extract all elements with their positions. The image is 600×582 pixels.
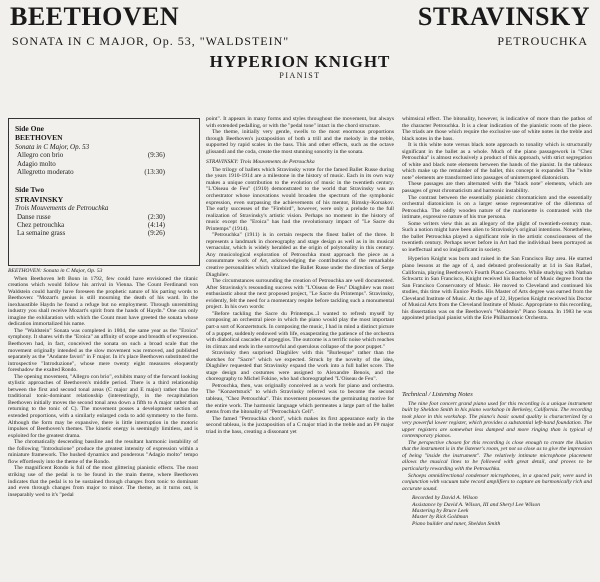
track-row bbox=[15, 213, 165, 221]
side-one-work: Sonata in C Major, Op. 53 bbox=[15, 142, 90, 151]
track-row bbox=[15, 221, 165, 229]
paragraph: "Petrouchka" (1911) is in certain respects the finest ballet of the three. It represents a landmark in choreography and stage design as well as in its musical vernacular, which is widely heralded as the origin of polytonality in this century. Any musicological exploration of Petrouchka must approach the piece as a consummate work of Art, acknowledging the contributions of the remarkable creative personalities which vitalized the Ballet Russe under the direction of Serge Diaghilev. bbox=[206, 232, 394, 278]
track-time: (9:26) bbox=[147, 229, 165, 238]
left-work-title: SONATA IN C MAJOR, Op. 53, "WALDSTEIN" bbox=[12, 34, 290, 48]
track-title: Adagio molto bbox=[17, 159, 56, 168]
paragraph: The famed "Petrouchka chord", which makes its first appearance early in the second tableau, is the juxtaposition of a C major triad in the treble and an F# major triad in the bass, creating a dissonant yet bbox=[206, 415, 394, 435]
paragraph: point". It appears in many forms and styles throughout the movement, but always with extended pedalling, or with the "pedal tone" intact in the chord structure. bbox=[206, 116, 394, 129]
track-time: (13:30) bbox=[144, 168, 165, 177]
paragraph: The nine foot concert grand piano used for this recording is a unique instrument built by Sheldon Smith in his piano workshop in Berkeley, California. The recording took place in this workshop. The piano's basic sound quality is characterized by a very powerful lower register, which provides a substantial left-hand foundation. The upper registers are somewhat less damped and more ringing than is typical of contemporary pianos. bbox=[402, 400, 592, 440]
track-title: La semaine grass bbox=[17, 229, 66, 238]
paragraph: The "Waldstein" Sonata was completed in 1804, the same year as the "Eroica" symphony. It shares with the "Eroica" an affinity of scope and breadth of expression. Beethoven had, in fact, conceived the sonata on such a broad scale that the movement originally intended as the slow movement was removed, and published separately as the "Andante favori" in F major. In it's place Beethoven substituted the introspective "Introduzione", whose mere twenty eight measures eloquently foreshadow the exalted Rondo. bbox=[8, 327, 198, 374]
notes-column-2 bbox=[206, 116, 394, 578]
credit-line: Master by Rick Goldman bbox=[412, 514, 469, 521]
notes-column-3 bbox=[402, 116, 592, 388]
track-row bbox=[15, 151, 165, 159]
beethoven-heading: BEETHOVEN: Sonata in C Major, Op. 53 bbox=[8, 268, 103, 274]
performer-role: PIANIST bbox=[279, 71, 321, 80]
paragraph: The perspective chosen for this recording is close enough to create the illusion that the instrument is in the listener's room, yet not so close as to give the impression of being "inside the instrument". The relatively intimate microphone placement allows the musical lines to be followed with great detail, and proves to be particularly rewarding with the Petrouchka. bbox=[402, 439, 592, 473]
credit-line: Assistance by David A. Wilson, III and Sheryl Lee Wilson bbox=[412, 501, 541, 508]
technical-notes-title: Technical / Listening Notes bbox=[402, 391, 473, 398]
track-row bbox=[15, 229, 165, 237]
credit-line: Piano builder and tuner, Sheldon Smith bbox=[412, 520, 501, 527]
notes-column-1 bbox=[8, 268, 198, 578]
paragraph: Stravinsky then surprised Diaghilev with this "Burlesque" rather than the sketches for "Sacre" which we expected. Struck by the novelty of the idea, Diaghilev requested that Stravinsky expand the work into a full ballet score. The stage design and costumes were assigned to Alexandre Benois, and the choreography to Michel Fokine, who had choreographed "L'Oiseau de Feu". bbox=[206, 350, 394, 383]
paragraph: The chromatically descending bassline and the resultant harmonic instability of the following "Introduzione" produce the greatest intensity of expression within a miniature framework. The hushed dynamics and ponderous "Adagio molto" tempo flow effortlessly into the theme of the Rondo. bbox=[8, 439, 198, 465]
left-composer-title: BEETHOVEN bbox=[10, 2, 180, 31]
side-one-composer: BEETHOVEN bbox=[15, 133, 63, 143]
paragraph: Schoeps omnidirectional condenser microphones, in a spaced pair, were used in conjunction with vacuum tube record amplifiers to capture an harmonically rich and accurate sound. bbox=[402, 472, 592, 492]
technical-notes bbox=[402, 390, 592, 578]
paragraph: The contrast between the essentially pianistic chromaticism and the essentially orchestral diatonicism is on a larger sense representative of the dilemma of Petrouchka. The oddly wooden nature of the marionette is contrasted with the intimate, expressive nature of his true persona. bbox=[402, 194, 592, 221]
recording-credits bbox=[402, 495, 592, 527]
paragraph: The trilogy of ballets which Stravinsky wrote for the famed Ballet Russe during the years 1910-1914 are a milestone in the history of music. Each in its own way makes a unique contribution to the evolution of music in the twentieth century. "L'Oiseau de Feu" (1910) demonstrated to the world that Stravinsky was an orchestrator whose innovations would broaden the spectrum of the symphonic expression, even surpassing the achievements of his mentor, Rimsky-Korsakov. The early successes of the "Firebird", however, were only a prelude to the full realization of Stravinsky's artistic vision. Perhaps no moment in the history of music except the "Eroica" has had the revolutionary impact of "Le Sacre du Printemps" (1914). bbox=[206, 166, 394, 232]
track-title: Allegretto moderato bbox=[17, 168, 74, 177]
credit-line: Recorded by David A. Wilson bbox=[412, 495, 478, 502]
paragraph: Petrouchka, then, was originally conceived as a work for piano and orchestra. The "Konzertstuck" to which Stravinsky referred was to become the second tableau, "Chez Petrouchka". This movement possesses the germinating motive for the entire work. The harmonic language which permeates a large part of the ballet stems from the bitonality of "Petrouchka's Cell". bbox=[206, 382, 394, 416]
paragraph: When Beethoven left Bonn in 1792, few could have envisioned the titanic creations which would follow his arrival in Vienna. The Count Ferdinand von Waldstein could hardly have foreseen the prophetic nature of his parting words to Beethoven: "Mozart's genius is still mourning the death of his ward. In the inexhaustible Haydn he found a refuge but no employment. Through unremitting industry you shall receive Mozart's spirit from the hands of Haydn." One can only imagine the exhilaration with which the Count must have greeted the sonata whose dedication immortalized his name. bbox=[8, 275, 198, 328]
track-list-box bbox=[8, 118, 200, 266]
track-row bbox=[15, 168, 165, 176]
paragraph: Some writers view this as an allegory of the plight of twentieth-century man. Such a notion might have been alien to Stravinsky's original intentions. Nonetheless, the ballet Petrouchka played a significant role in the artistic consciousness of the twentieth century. Perhaps never before in Art had the individual been portrayed as so ineffectual and so insignificant in society. bbox=[402, 220, 592, 253]
side-two-label: Side Two bbox=[15, 185, 45, 195]
track-row bbox=[15, 160, 165, 168]
paragraph: "Before tackling the Sacre du Printemps...I wanted to refresh myself by composing an orchestral piece in which the piano would play the most important part-a sort of Konzertstuck. In composing the music, I had in mind a distinct picture of a puppet, suddenly endowed with life, exasperating the patience of the orchestra with diabolical cascades of arpeggios. The outcome is a terrific noise which reaches its climax and ends in the sorrowful and querulous collapse of the poor puppet." bbox=[206, 310, 394, 350]
track-title: Danse russe bbox=[17, 212, 51, 221]
side-two-composer: STRAVINSKY bbox=[15, 194, 64, 204]
paragraph: whimsical effect. The bitonality, however, is indicative of more than the pathos of the character Petrouchka. It is a clear indication of the pianistic roots of the piece. The triads are those which require the exclusive use of white notes in the treble and black notes in the bass. bbox=[402, 116, 592, 142]
track-time: (9:36) bbox=[147, 151, 165, 160]
paragraph: The opening movement, "Allegro con brio", exhibits many of the forward looking stylistic approaches of Beethoven's middle period. There is a third relationship between the first and second tonal areas (C major and E major) rather than the traditional tonic-dominant relationship (interestingly, in the recapitulation Beethoven initially moves the second tonal area down a fifth to A major rather than returning to the tonic of C). The movement posses a development section of extended proportions, with a similarly enlarged coda to add symmetry to the form. Although the form may be expansive, there is little interruption in the motoric impulses of Beethoven's themes. The kinetic energy is seemingly limitless, and is exploited for the greatest drama. bbox=[8, 373, 198, 439]
paragraph: These passages are then alternated with the "black note" elements, which are passages of great chromaticism and harmonic instability. bbox=[402, 181, 592, 195]
side-two-work: Trois Mouvements de Petrouchka bbox=[15, 204, 109, 213]
track-time: (2:30) bbox=[147, 212, 165, 221]
paragraph: It is this white note versus black note approach to tonality which is structurally significant in the ballet as a whole. Much of the piano passagework in "Chez Petrouchka" is almost exclusively a product of this approach, with strict segregation of white and black note elements between the hands of the pianist. In the tableaux which make up the remainder of the ballet, this concept is expanded. The "white note" elements are transformed into passages of uninterrupted diatonicism. bbox=[402, 142, 592, 181]
performer-name: HYPERION KNIGHT bbox=[209, 52, 391, 71]
paragraph: The theme, initially very gentle, swells to the most enormous proportions through Beethoven's juxtaposition of both a trill and the melody in the treble, supported by rapid scales in the bass. This and other effects, such as the octave glissandi and the coda, create the most stunning sonority in the sonata. bbox=[206, 129, 394, 155]
stravinsky-heading: STRAVINSKY: Trois Mouvements de Petrouchka bbox=[206, 159, 315, 166]
paragraph: The circumstances surrounding the creation of Petrouchka are well documented. After Stravinsky's resounding success with "L'Oiseau de Feu" Diaghilev was most enthusiastic about the next proposed project, "Le Sacre du Printemps". Stravinsky, evidently, felt the need for a momentary respite before tackling such a monumental project. In his own words: bbox=[206, 278, 394, 311]
right-work-title: PETROUCHKA bbox=[497, 34, 588, 48]
right-composer-title: STRAVINSKY bbox=[417, 2, 590, 31]
side-one-label: Side One bbox=[15, 124, 44, 133]
bio-paragraph: Hyperion Knight was born and raised in the San Francisco Bay area. He started piano lessons at the age of 4, and debuted professionally at 14 in San Rafael, California, playing Beethoven's Fourth Piano Concerto. While studying with Nathan Schwartz in San Francisco, Knight received his Bachelor of Music degree from the San Francisco Conservatory of Music. He moved to Cleveland and continued his studies, this time with Eunice Podis. His Master of Arts degree was earned from the Cleveland Institute of Music. At the age of 22, Hyperion Knight received his Doctor of Musical Arts from the Cleveland Institute of Music. Appropriate to this recording, his dissertation was on the Beethoven's "Waldstein" Piano Sonata. In 1983 he was appointed principal pianist with the Erie Philharmonic Orchestra. bbox=[402, 256, 592, 322]
credit-line: Mastering by Bruce Leek bbox=[412, 508, 469, 515]
track-title: Chez petrouchka bbox=[17, 221, 65, 230]
paragraph: The magnificent Rondo is full of the most glittering pianistic effects. The most striking use of the pedal is to be found in the main theme, where Beethoven indicates that the pedal is to be sustained through changes from tonic to dominant and even through changes from major to minor. The theme, as it turns out, is inseparably wed to it's "pedal bbox=[8, 465, 198, 498]
track-time: (4:14) bbox=[147, 221, 165, 230]
track-title: Allegro con brio bbox=[17, 151, 64, 160]
